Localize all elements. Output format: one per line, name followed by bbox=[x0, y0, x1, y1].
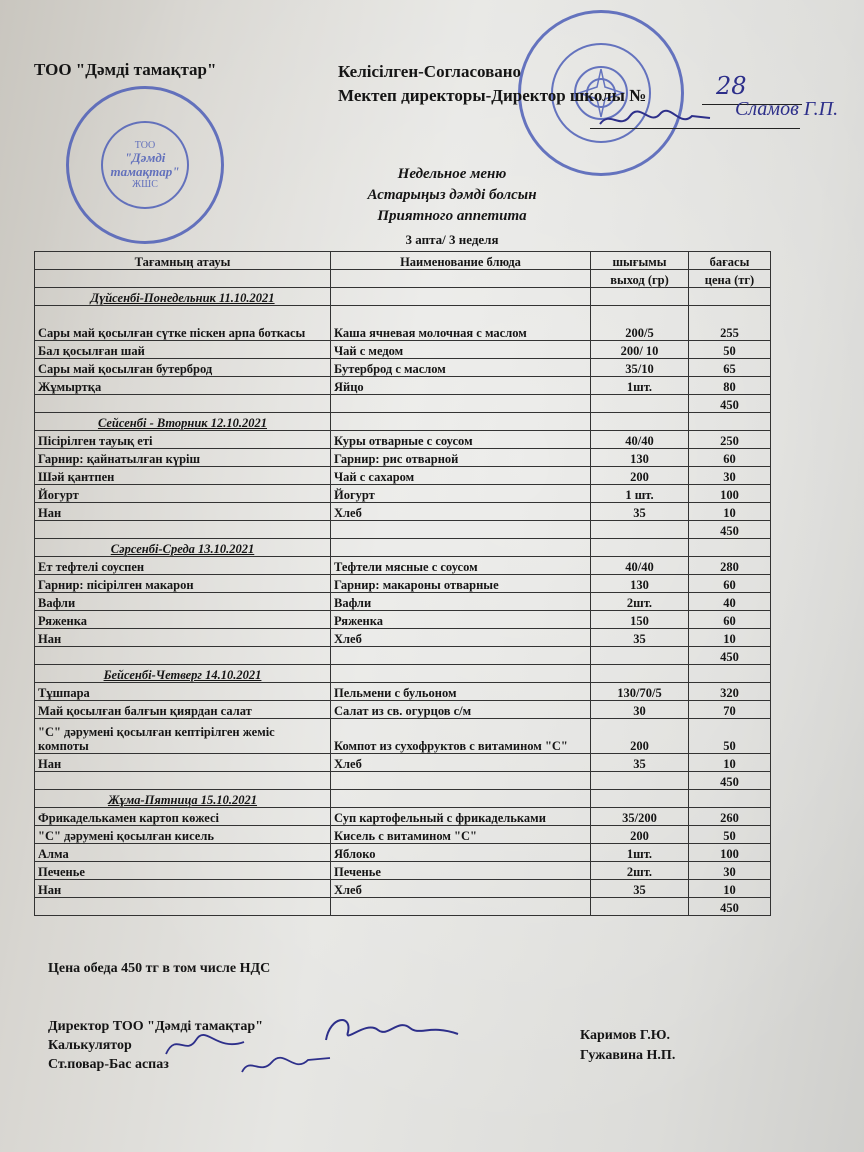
dish-name-ru: Печенье bbox=[331, 862, 591, 880]
day-total: 450 bbox=[689, 395, 771, 413]
dish-price: 30 bbox=[689, 467, 771, 485]
dish-name-ru: Пельмени с бульоном bbox=[331, 683, 591, 701]
dish-name-kz: Печенье bbox=[35, 862, 331, 880]
day-total-row bbox=[35, 521, 771, 539]
dish-yield: 1 шт. bbox=[591, 485, 689, 503]
empty-cell bbox=[331, 413, 591, 431]
empty-cell bbox=[331, 772, 591, 790]
dish-price: 10 bbox=[689, 754, 771, 772]
table-row bbox=[35, 575, 771, 593]
empty-cell bbox=[591, 288, 689, 306]
empty-cell bbox=[331, 539, 591, 557]
dish-yield: 35 bbox=[591, 629, 689, 647]
dish-yield: 35 bbox=[591, 503, 689, 521]
day-header-row bbox=[35, 665, 771, 683]
table-row bbox=[35, 844, 771, 862]
dish-name-ru: Каша ячневая молочная с маслом bbox=[331, 306, 591, 341]
dish-price: 60 bbox=[689, 611, 771, 629]
table-row bbox=[35, 431, 771, 449]
dish-yield: 130 bbox=[591, 449, 689, 467]
day-header-row bbox=[35, 413, 771, 431]
dish-price: 60 bbox=[689, 575, 771, 593]
dish-name-kz: Йогурт bbox=[35, 485, 331, 503]
empty-cell bbox=[591, 395, 689, 413]
dish-name-kz: Гарнир: пісірілген макарон bbox=[35, 575, 331, 593]
dish-price: 40 bbox=[689, 593, 771, 611]
dish-yield: 35 bbox=[591, 754, 689, 772]
dish-name-kz: Нан bbox=[35, 503, 331, 521]
table-row bbox=[35, 754, 771, 772]
dish-name-ru: Ряженка bbox=[331, 611, 591, 629]
day-title: Сейсенбі - Вторник 12.10.2021 bbox=[35, 413, 331, 431]
empty-cell bbox=[35, 521, 331, 539]
dish-yield: 1шт. bbox=[591, 844, 689, 862]
dish-name-ru: Суп картофельный с фрикадельками bbox=[331, 808, 591, 826]
dish-price: 70 bbox=[689, 701, 771, 719]
calculator-role: Калькулятор bbox=[48, 1038, 132, 1053]
dish-name-ru: Хлеб bbox=[331, 880, 591, 898]
title-week-number: 3 апта/ 3 неделя bbox=[405, 232, 499, 247]
director-label: Мектеп директоры-Директор школы № bbox=[338, 86, 647, 105]
dish-price: 60 bbox=[689, 449, 771, 467]
day-total-row bbox=[35, 898, 771, 916]
dish-name-kz: Ет тефтелі соуспен bbox=[35, 557, 331, 575]
approval-label: Келісілген-Согласовано bbox=[338, 62, 522, 81]
dish-price: 260 bbox=[689, 808, 771, 826]
header-empty-cell bbox=[331, 270, 591, 288]
dish-name-kz: Пісірілген тауық еті bbox=[35, 431, 331, 449]
title-kz-wish: Астарыңыз дәмді болсын bbox=[367, 187, 537, 203]
header-yield-ru: выход (гр) bbox=[591, 270, 689, 288]
title-weekly-menu: Недельное меню bbox=[397, 166, 507, 182]
empty-cell bbox=[591, 539, 689, 557]
dish-yield: 200 bbox=[591, 719, 689, 754]
dish-yield: 200 bbox=[591, 467, 689, 485]
dish-name-ru: Гарнир: макароны отварные bbox=[331, 575, 591, 593]
empty-cell bbox=[331, 790, 591, 808]
dish-price: 100 bbox=[689, 485, 771, 503]
empty-cell bbox=[331, 665, 591, 683]
dish-price: 65 bbox=[689, 359, 771, 377]
day-header-row bbox=[35, 790, 771, 808]
dish-price: 50 bbox=[689, 341, 771, 359]
table-row bbox=[35, 449, 771, 467]
dish-yield: 200 bbox=[591, 826, 689, 844]
empty-cell bbox=[689, 790, 771, 808]
dish-price: 80 bbox=[689, 377, 771, 395]
dish-price: 255 bbox=[689, 306, 771, 341]
dish-name-kz: Ряженка bbox=[35, 611, 331, 629]
stamp-bottom-text: ЖШС bbox=[132, 179, 158, 191]
empty-cell bbox=[331, 521, 591, 539]
table-row bbox=[35, 629, 771, 647]
empty-cell bbox=[689, 665, 771, 683]
day-total-row bbox=[35, 772, 771, 790]
day-title: Бейсенбі-Четверг 14.10.2021 bbox=[35, 665, 331, 683]
dish-name-ru: Хлеб bbox=[331, 754, 591, 772]
empty-cell bbox=[35, 395, 331, 413]
dish-name-ru: Гарнир: рис отварной bbox=[331, 449, 591, 467]
day-total: 450 bbox=[689, 521, 771, 539]
dish-yield: 200/ 10 bbox=[591, 341, 689, 359]
dish-name-kz: Шәй қантпен bbox=[35, 467, 331, 485]
dish-price: 10 bbox=[689, 629, 771, 647]
table-row bbox=[35, 701, 771, 719]
stamp-top-text: ТОО bbox=[134, 139, 156, 151]
dish-name-kz: Гарнир: қайнатылған күріш bbox=[35, 449, 331, 467]
dish-yield: 130 bbox=[591, 575, 689, 593]
dish-price: 280 bbox=[689, 557, 771, 575]
header-name-kz: Тағамның атауы bbox=[35, 252, 331, 270]
day-total-row bbox=[35, 647, 771, 665]
dish-yield: 35/200 bbox=[591, 808, 689, 826]
table-row bbox=[35, 808, 771, 826]
empty-cell bbox=[591, 521, 689, 539]
table-row bbox=[35, 467, 771, 485]
dish-name-ru: Бутерброд с маслом bbox=[331, 359, 591, 377]
cook-signature-icon bbox=[236, 1050, 336, 1080]
empty-cell bbox=[591, 413, 689, 431]
empty-cell bbox=[331, 395, 591, 413]
dish-name-ru: Кисель с витамином "С" bbox=[331, 826, 591, 844]
table-header-row bbox=[35, 252, 771, 270]
director-signature-name: Сламов Г.П. bbox=[735, 98, 839, 120]
director-role: Директор ТОО "Дәмді тамақтар" bbox=[48, 1019, 263, 1034]
dish-name-kz: Фрикаделькамен картоп көжесі bbox=[35, 808, 331, 826]
dish-name-kz: Жұмыртқа bbox=[35, 377, 331, 395]
empty-cell bbox=[35, 898, 331, 916]
dish-price: 10 bbox=[689, 880, 771, 898]
empty-cell bbox=[591, 647, 689, 665]
dish-yield: 30 bbox=[591, 701, 689, 719]
day-header-row bbox=[35, 539, 771, 557]
dish-name-ru: Тефтели мясные с соусом bbox=[331, 557, 591, 575]
table-row bbox=[35, 557, 771, 575]
day-total-row bbox=[35, 395, 771, 413]
dish-name-kz: Нан bbox=[35, 880, 331, 898]
dish-name-kz: Сары май қосылған бутерброд bbox=[35, 359, 331, 377]
dish-price: 250 bbox=[689, 431, 771, 449]
menu-table-body bbox=[35, 252, 771, 916]
stamp-name-line1: "Дәмді bbox=[124, 149, 166, 165]
director-name: Каримов Г.Ю. bbox=[580, 1028, 670, 1043]
header-yield-kz: шығымы bbox=[591, 252, 689, 270]
empty-cell bbox=[689, 288, 771, 306]
dish-name-kz: Бал қосылған шай bbox=[35, 341, 331, 359]
dish-yield: 1шт. bbox=[591, 377, 689, 395]
header-empty-cell bbox=[35, 270, 331, 288]
dish-name-ru: Хлеб bbox=[331, 503, 591, 521]
dish-name-ru: Йогурт bbox=[331, 485, 591, 503]
empty-cell bbox=[591, 772, 689, 790]
dish-yield: 40/40 bbox=[591, 557, 689, 575]
dish-name-ru: Куры отварные с соусом bbox=[331, 431, 591, 449]
empty-cell bbox=[331, 898, 591, 916]
table-row bbox=[35, 593, 771, 611]
empty-cell bbox=[689, 413, 771, 431]
dish-yield: 35/10 bbox=[591, 359, 689, 377]
dish-price: 100 bbox=[689, 844, 771, 862]
header-name-ru: Наименование блюда bbox=[331, 252, 591, 270]
day-title: Дүйсенбі-Понедельник 11.10.2021 bbox=[35, 288, 331, 306]
dish-name-ru: Яблоко bbox=[331, 844, 591, 862]
dish-name-ru: Компот из сухофруктов с витамином "С" bbox=[331, 719, 591, 754]
dish-yield: 2шт. bbox=[591, 862, 689, 880]
cook-role: Ст.повар-Бас аспаз bbox=[48, 1057, 169, 1072]
table-row bbox=[35, 485, 771, 503]
dish-name-kz: Вафли bbox=[35, 593, 331, 611]
director-footer-signature-icon bbox=[318, 1010, 468, 1050]
dish-name-ru: Вафли bbox=[331, 593, 591, 611]
calculator-name: Гужавина Н.П. bbox=[580, 1048, 676, 1063]
dish-yield: 35 bbox=[591, 880, 689, 898]
company-name: ТОО "Дәмді тамақтар" bbox=[34, 60, 217, 79]
table-row bbox=[35, 611, 771, 629]
dish-yield: 150 bbox=[591, 611, 689, 629]
dish-price: 10 bbox=[689, 503, 771, 521]
dish-name-kz: Тұшпара bbox=[35, 683, 331, 701]
empty-cell bbox=[331, 647, 591, 665]
table-row bbox=[35, 503, 771, 521]
dish-name-kz: Сары май қосылған сүтке піскен арпа боткасы bbox=[35, 306, 331, 341]
dish-name-ru: Салат из св. огурцов с/м bbox=[331, 701, 591, 719]
dish-price: 320 bbox=[689, 683, 771, 701]
table-row bbox=[35, 826, 771, 844]
title-ru-wish: Приятного аппетита bbox=[377, 208, 527, 224]
day-title: Сәрсенбі-Среда 13.10.2021 bbox=[35, 539, 331, 557]
table-row bbox=[35, 359, 771, 377]
dish-name-kz: Нан bbox=[35, 629, 331, 647]
empty-cell bbox=[35, 772, 331, 790]
menu-table bbox=[34, 251, 771, 916]
stamp-name-line2: тамақтар" bbox=[110, 164, 180, 179]
dish-yield: 130/70/5 bbox=[591, 683, 689, 701]
dish-name-kz: Алма bbox=[35, 844, 331, 862]
table-row bbox=[35, 862, 771, 880]
director-signature-icon bbox=[596, 106, 716, 132]
dish-name-kz: Май қосылған балғын қиярдан салат bbox=[35, 701, 331, 719]
dish-name-kz: Нан bbox=[35, 754, 331, 772]
empty-cell bbox=[591, 665, 689, 683]
school-number: 28 bbox=[716, 72, 747, 100]
day-total: 450 bbox=[689, 772, 771, 790]
empty-cell bbox=[331, 288, 591, 306]
table-row bbox=[35, 341, 771, 359]
day-title: Жұма-Пятница 15.10.2021 bbox=[35, 790, 331, 808]
empty-cell bbox=[35, 647, 331, 665]
day-header-row bbox=[35, 288, 771, 306]
dish-price: 30 bbox=[689, 862, 771, 880]
dish-name-ru: Хлеб bbox=[331, 629, 591, 647]
dish-price: 50 bbox=[689, 719, 771, 754]
price-note: Цена обеда 450 тг в том числе НДС bbox=[48, 961, 271, 976]
table-row bbox=[35, 880, 771, 898]
day-total: 450 bbox=[689, 647, 771, 665]
empty-cell bbox=[689, 539, 771, 557]
header-price-kz: бағасы bbox=[689, 252, 771, 270]
empty-cell bbox=[591, 898, 689, 916]
dish-name-ru: Яйцо bbox=[331, 377, 591, 395]
table-row bbox=[35, 377, 771, 395]
table-header-row-2 bbox=[35, 270, 771, 288]
empty-cell bbox=[591, 790, 689, 808]
day-total: 450 bbox=[689, 898, 771, 916]
table-row bbox=[35, 306, 771, 341]
table-row bbox=[35, 683, 771, 701]
dish-name-ru: Чай с медом bbox=[331, 341, 591, 359]
header-price-ru: цена (тг) bbox=[689, 270, 771, 288]
dish-price: 50 bbox=[689, 826, 771, 844]
dish-name-kz: "С" дәрумені қосылған кептірілген жеміс компоты bbox=[35, 719, 331, 754]
table-row bbox=[35, 719, 771, 754]
dish-name-kz: "С" дәрумені қосылған кисель bbox=[35, 826, 331, 844]
dish-name-ru: Чай с сахаром bbox=[331, 467, 591, 485]
dish-yield: 2шт. bbox=[591, 593, 689, 611]
dish-yield: 200/5 bbox=[591, 306, 689, 341]
dish-yield: 40/40 bbox=[591, 431, 689, 449]
